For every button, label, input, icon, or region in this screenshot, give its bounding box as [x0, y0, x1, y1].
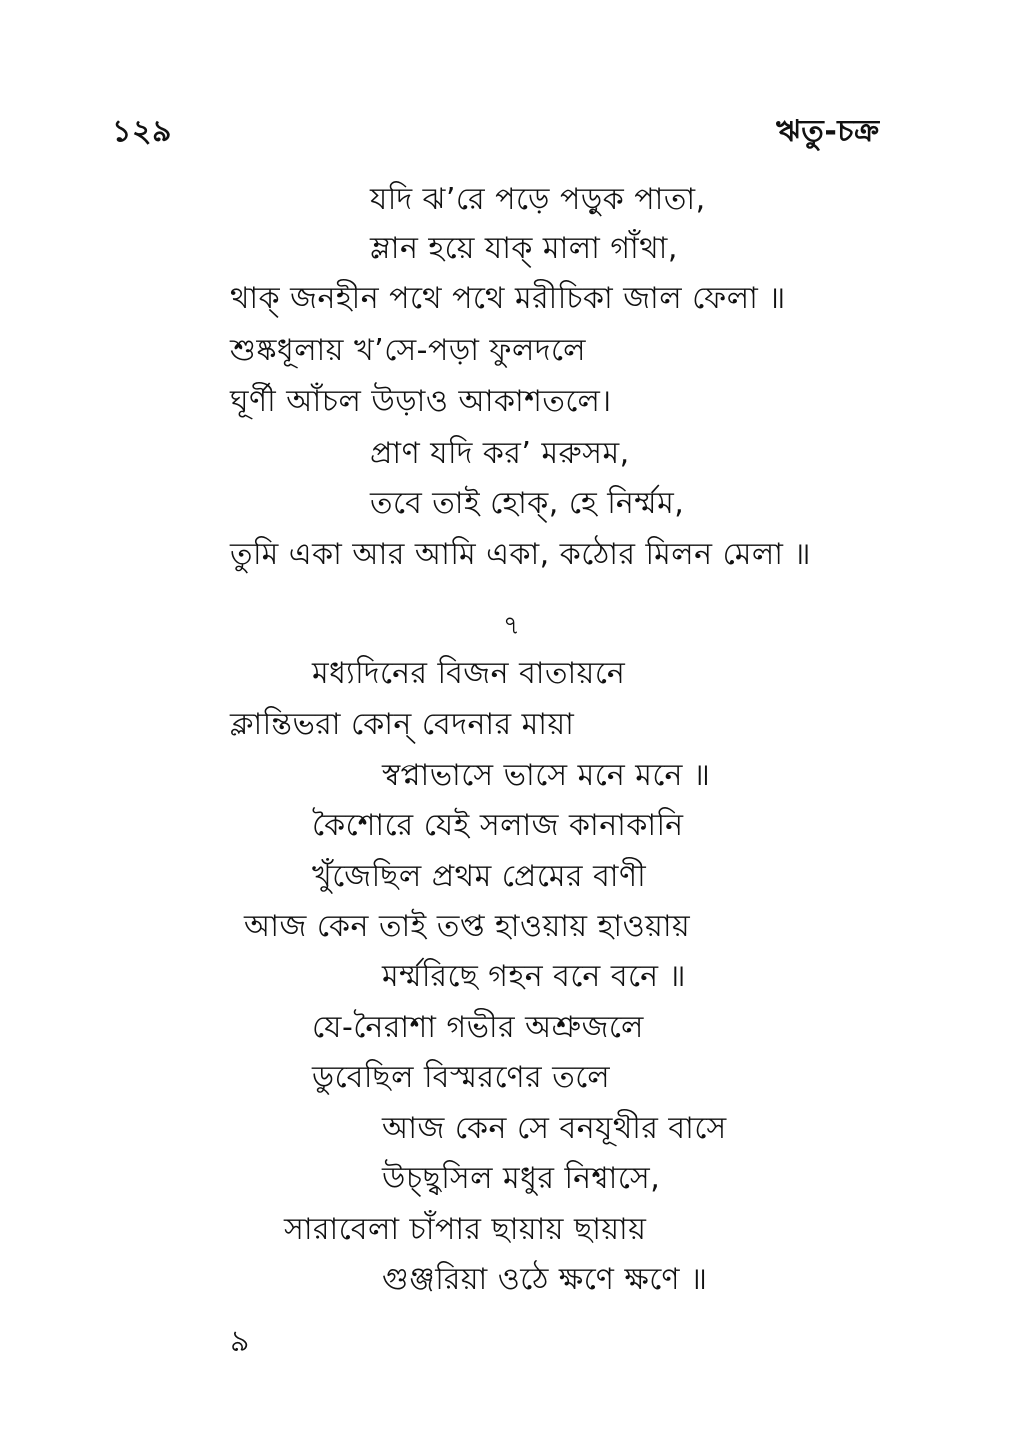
verse-line: সারাবেলা চাঁপার ছায়ায় ছায়ায় [284, 1212, 647, 1247]
verse-line: গুঞ্জরিয়া ওঠে ক্ষণে ক্ষণে ॥ [382, 1262, 708, 1297]
verse-line: কৈশোরে যেই সলাজ কানাকানি [312, 808, 684, 843]
verse-line: খুঁজেছিল প্রথম প্রেমের বাণী [312, 859, 647, 894]
verse-line: ডুবেছিল বিস্মরণের তলে [312, 1060, 611, 1095]
verse-line: ম্লান হয়ে যাক্‌ মালা গাঁথা, [370, 231, 678, 266]
verse-line: আজ কেন তাই তপ্ত হাওয়ায় হাওয়ায় [244, 909, 691, 944]
verse-line: তবে তাই হোক্‌, হে নির্ম্মম, [370, 486, 685, 521]
section-number: ৭ [503, 611, 521, 641]
running-title: ঋতু-চক্র [776, 114, 880, 149]
verse-line: যদি ঝ’রে পড়ে পড়ুক পাতা, [370, 182, 706, 217]
verse-line: প্রাণ যদি কর’ মরুসম, [370, 436, 630, 471]
verse-line: মধ্যদিনের বিজন বাতায়নে [312, 656, 626, 691]
verse-line: মর্ম্মরিছে গহন বনে বনে ॥ [382, 959, 687, 994]
verse-line: শুষ্কধূলায় খ’সে-পড়া ফুলদলে [230, 333, 586, 368]
verse-line: থাক্‌ জনহীন পথে পথে মরীচিকা জাল ফেলা ॥ [230, 281, 786, 316]
verse-line: ক্লান্তিভরা কোন্‌ বেদনার মায়া [230, 707, 575, 742]
verse-line: আজ কেন সে বনযূথীর বাসে [382, 1111, 727, 1146]
verse-line: স্বপ্নাভাসে ভাসে মনে মনে ॥ [382, 758, 711, 793]
signature-mark: ৯ [230, 1324, 250, 1359]
verse-line: তুমি একা আর আমি একা, কঠোর মিলন মেলা ॥ [230, 537, 811, 572]
verse-line: ঘূর্ণী আঁচল উড়াও আকাশতলে। [230, 384, 612, 419]
page-number: ১২৯ [112, 114, 172, 149]
verse-line: উচ্ছ্বসিল মধুর নিশ্বাসে, [382, 1161, 661, 1196]
verse-line: যে-নৈরাশা গভীর অশ্রুজলে [312, 1010, 644, 1045]
